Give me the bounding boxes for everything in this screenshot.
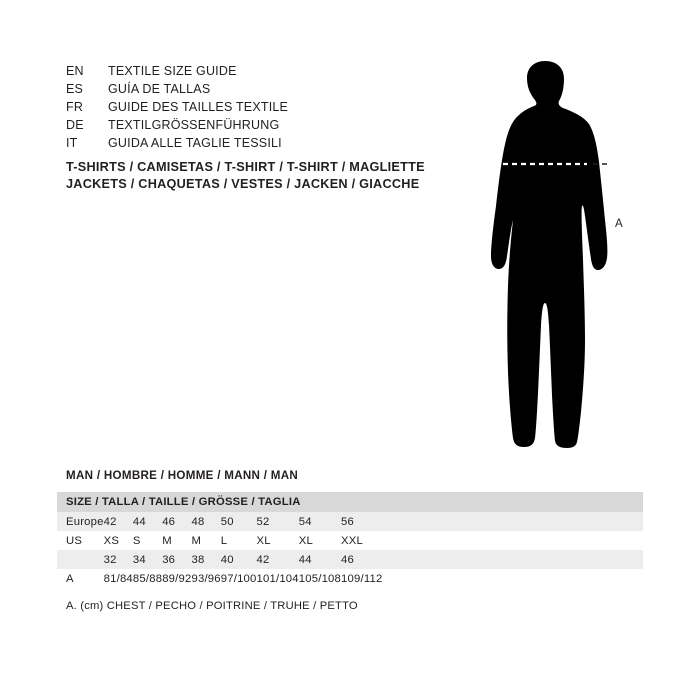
footnote-chest-measure: A. (cm) CHEST / PECHO / POITRINE / TRUHE / PETTO — [66, 600, 358, 612]
cell: 38 — [191, 550, 220, 569]
man-silhouette-figure — [455, 60, 640, 450]
row-label: Europe — [57, 512, 104, 531]
language-text: TEXTILE SIZE GUIDE — [108, 64, 237, 78]
cell: 89/92 — [162, 569, 191, 588]
row-label — [57, 550, 104, 569]
cell: XL — [257, 531, 299, 550]
cell: S — [133, 531, 162, 550]
category-headlines — [66, 159, 425, 193]
cell: 32 — [104, 550, 133, 569]
language-code: EN — [66, 64, 84, 78]
cell: M — [191, 531, 220, 550]
cell: 50 — [221, 512, 257, 531]
language-text: GUIDE DES TAILLES TEXTILE — [108, 100, 289, 114]
cell: 54 — [299, 512, 341, 531]
cell: 34 — [133, 550, 162, 569]
cell: 105/108 — [299, 569, 341, 588]
row-label: A — [57, 569, 104, 588]
table-row — [57, 512, 643, 531]
language-row — [66, 64, 466, 82]
headline-tshirts: T-SHIRTS / CAMISETAS / T-SHIRT / T-SHIRT / MAGLIETTE — [66, 160, 425, 174]
cell: 42 — [257, 550, 299, 569]
cell: M — [162, 531, 191, 550]
language-row — [66, 136, 466, 154]
cell: XXL — [341, 531, 643, 550]
cell: XS — [104, 531, 133, 550]
cell: 101/104 — [257, 569, 299, 588]
cell: 97/100 — [221, 569, 257, 588]
cell: 81/84 — [104, 569, 133, 588]
table-title: MAN / HOMBRE / HOMME / MANN / MAN — [66, 469, 299, 482]
language-row — [66, 82, 466, 100]
table-header-label: SIZE / TALLA / TAILLE / GRÖSSE / TAGLIA — [57, 492, 643, 512]
cell: 46 — [341, 550, 643, 569]
cell: 56 — [341, 512, 643, 531]
cell: L — [221, 531, 257, 550]
table-row — [57, 550, 643, 569]
cell: 85/88 — [133, 569, 162, 588]
cell: XL — [299, 531, 341, 550]
language-code: ES — [66, 82, 84, 96]
language-list — [66, 64, 466, 154]
cell: 42 — [104, 512, 133, 531]
language-text: GUÍA DE TALLAS — [108, 82, 211, 96]
cell: 36 — [162, 550, 191, 569]
language-text: TEXTILGRÖSSENFÜHRUNG — [108, 118, 280, 132]
table-header-row — [57, 492, 643, 512]
cell: 44 — [133, 512, 162, 531]
cell: 93/96 — [191, 569, 220, 588]
cell: 44 — [299, 550, 341, 569]
cell: 46 — [162, 512, 191, 531]
cell: 48 — [191, 512, 220, 531]
cell: 109/112 — [341, 569, 643, 588]
table-row — [57, 569, 643, 588]
language-row — [66, 118, 466, 136]
language-text: GUIDA ALLE TAGLIE TESSILI — [108, 136, 282, 150]
row-label: US — [57, 531, 104, 550]
size-table — [57, 492, 643, 588]
table-row — [57, 531, 643, 550]
measure-label-a: A — [615, 218, 623, 230]
language-code: IT — [66, 136, 78, 150]
cell: 40 — [221, 550, 257, 569]
cell: 52 — [257, 512, 299, 531]
language-row — [66, 100, 466, 118]
headline-jackets: JACKETS / CHAQUETAS / VESTES / JACKEN / GIACCHE — [66, 177, 420, 191]
language-code: DE — [66, 118, 84, 132]
man-silhouette-icon — [455, 60, 640, 450]
language-code: FR — [66, 100, 84, 114]
